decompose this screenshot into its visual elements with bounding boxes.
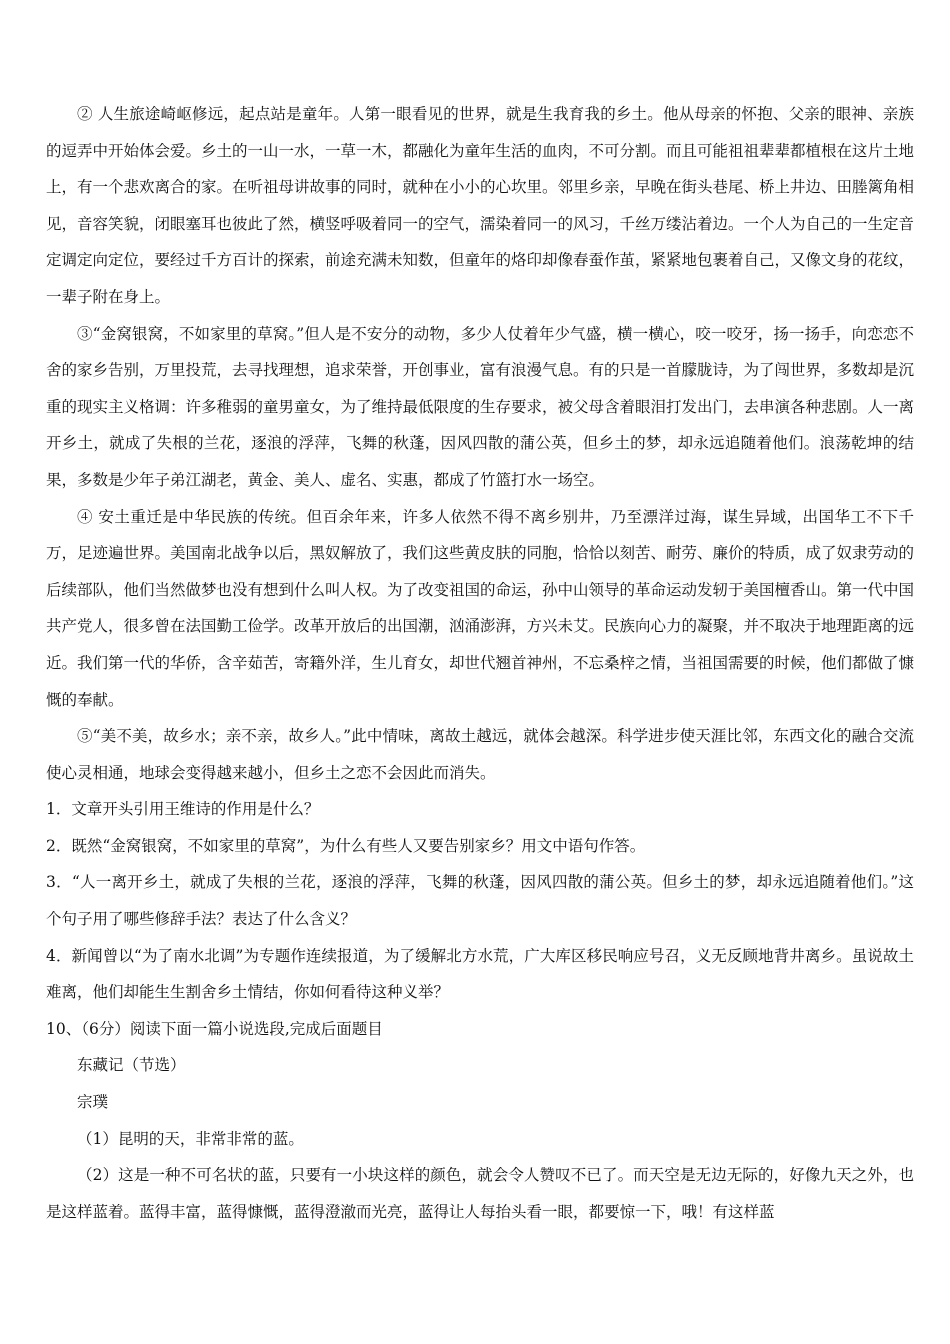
story-title: 东藏记（节选） (77, 1056, 186, 1075)
paragraph-5: ⑤“美不美，故乡水；亲不亲，故乡人。”此中情味，离故土越远，就体会越深。科学进步使天涯比邻，东西文化的融合交流使心灵相通，地球会变得越来越小，但乡土之恋不会因此而消失。 (46, 727, 914, 782)
paragraph-2: ② 人生旅途崎岖修远，起点站是童年。人第一眼看见的世界，就是生我育我的乡土。他从母亲的怀抱、父亲的眼神、亲族的逗弄中开始体会爱。乡土的一山一水，一草一木，都融化为童年生活的血肉，不可分割。而且可能祖祖辈辈都植根在这片土地上，有一个悲欢离合的家。在听祖母讲故事的同时，就种在小小的心坎里。邻里乡亲，早晚在街头巷尾、桥上井边、田塍篱角相见，音容笑貌，闭眼塞耳也彼此了然，横竖呼吸着同一的空气，濡染着同一的风习，千丝万缕沾着边。一个人为自己的一生定音定调定向定位，要经过千方百计的探索，前途充满未知数，但童年的烙印却像春蚕作茧，紧紧地包裹着自己，又像文身的花纹，一辈子附在身上。 (46, 105, 915, 306)
document-page (46, 96, 914, 1230)
question-3: 3．“人一离开乡土，就成了失根的兰花，逐浪的浮萍，飞舞的秋蓬，因风四散的蒲公英。但乡土的梦，却永远追随着他们。”这个句子用了哪些修辞手法？表达了什么含义？ (46, 873, 914, 929)
section-10-heading: 10、（6分）阅读下面一篇小说选段,完成后面题目 (46, 1019, 383, 1038)
question-4: 4．新闻曾以“为了南水北调”为专题作连续报道，为了缓解北方水荒，广大库区移民响应号召，义无反顾地背井离乡。虽说故土难离，他们却能生生割舍乡土情结，你如何看待这种义举？ (46, 946, 914, 1002)
story-author: 宗璞 (77, 1093, 109, 1112)
paragraph-3: ③“金窝银窝，不如家里的草窝。”但人是不安分的动物，多少人仗着年少气盛，横一横心，咬一咬牙，扬一扬手，向恋恋不舍的家乡告别，万里投荒，去寻找理想，追求荣誉，开创事业，富有浪漫气息。有的只是一首朦胧诗，为了闯世界，多数却是沉重的现实主义格调：许多稚弱的童男童女，为了维持最低限度的生存要求，被父母含着眼泪打发出门，去串演各种悲剧。人一离开乡土，就成了失根的兰花，逐浪的浮萍，飞舞的秋蓬，因风四散的蒲公英，但乡土的梦，却永远追随着他们。浪荡乾坤的结果，多数是少年子弟江湖老，黄金、美人、虚名、实惠，都成了竹篮打水一场空。 (46, 324, 915, 489)
question-1: 1．文章开头引用王维诗的作用是什么？ (46, 800, 320, 819)
paragraph-4: ④ 安土重迁是中华民族的传统。但百余年来，许多人依然不得不离乡别井，乃至漂洋过海，谋生异域，出国华工不下千万，足迹遍世界。美国南北战争以后，黑奴解放了，我们这些黄皮肤的同胞，恰恰以刻苦、耐劳、廉价的特质，成了奴隶劳动的后续部队，他们当然做梦也没有想到什么叫人权。为了改变祖国的命运，孙中山领导的革命运动发轫于美国檀香山。第一代中国共产党人，很多曾在法国勤工俭学。改革开放后的出国潮，汹涌澎湃，方兴未艾。民族向心力的凝聚，并不取决于地理距离的远近。我们第一代的华侨，含辛茹苦，寄籍外洋，生儿育女，却世代翘首神州，不忘桑梓之情，当祖国需要的时候，他们都做了慷慨的奉献。 (46, 507, 915, 709)
question-2: 2．既然“金窝银窝，不如家里的草窝”，为什么有些人又要告别家乡？用文中语句作答。 (46, 836, 646, 855)
story-paragraph-2: （2）这是一种不可名状的蓝，只要有一小块这样的颜色，就会令人赞叹不已了。而天空是无边无际的，好像九天之外，也是这样蓝着。蓝得丰富，蓝得慷慨，蓝得澄澈而光亮，蓝得让人每抬头看一眼，都要惊一下，哦！有这样蓝 (46, 1166, 914, 1221)
story-paragraph-1: （1）昆明的天，非常非常的蓝。 (77, 1129, 304, 1148)
